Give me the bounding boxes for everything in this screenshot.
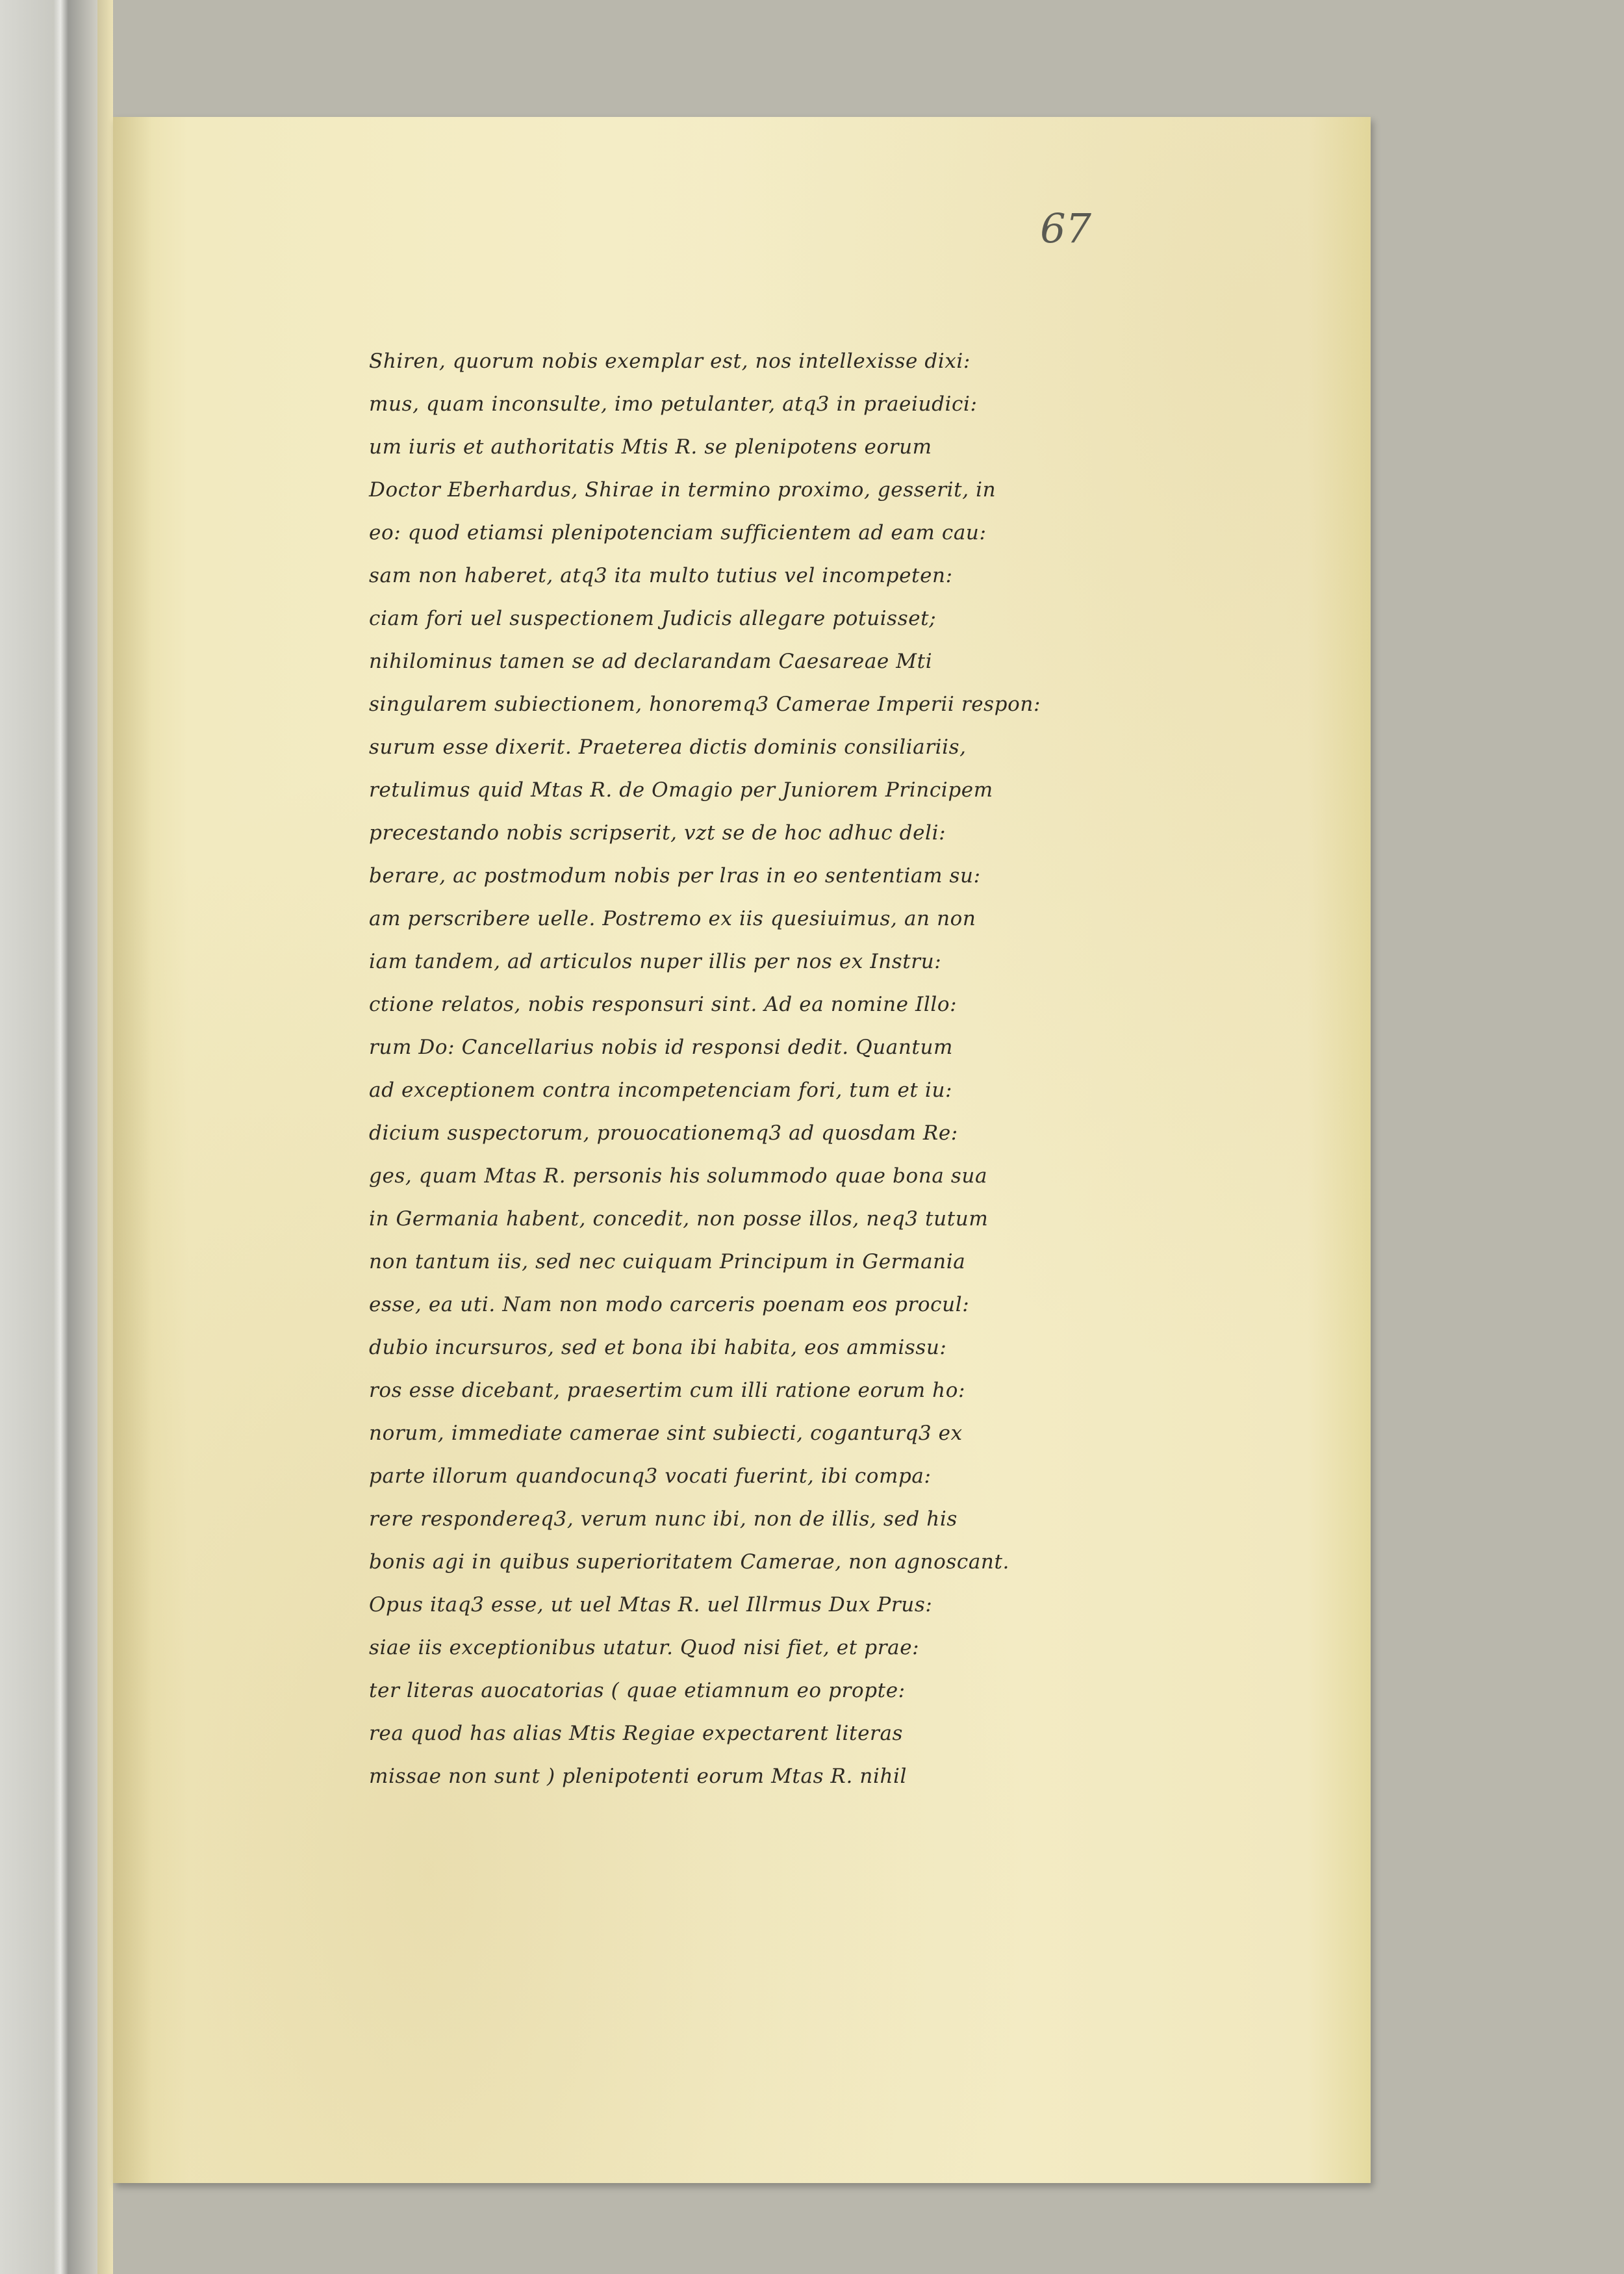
text-line: norum, immediate camerae sint subiecti, coganturq3 ex: [369, 1422, 963, 1445]
text-line: non tantum iis, sed nec cuiquam Principum in Germania: [369, 1250, 966, 1273]
text-line: rere respondereq3, verum nunc ibi, non de illis, sed his: [369, 1507, 958, 1531]
facing-page-edge: [97, 0, 113, 2274]
text-line: bonis agi in quibus superioritatem Camerae, non agnoscant.: [369, 1550, 1009, 1574]
text-line: Doctor Eberhardus, Shirae in termino proximo, gesserit, in: [369, 478, 996, 502]
text-line: iam tandem, ad articulos nuper illis per nos ex Instru:: [369, 950, 942, 973]
folio-number: 67: [1040, 205, 1091, 252]
text-line: ctione relatos, nobis responsuri sint. Ad ea nomine Illo:: [369, 993, 958, 1016]
text-line: singularem subiectionem, honoremq3 Camerae Imperii respon:: [369, 693, 1041, 716]
text-line: eo: quod etiamsi plenipotenciam sufficientem ad eam cau:: [369, 521, 987, 544]
text-line: dubio incursuros, sed et bona ibi habita, eos ammissu:: [369, 1336, 947, 1359]
text-line: rum Do: Cancellarius nobis id responsi dedit. Quantum: [369, 1036, 954, 1059]
text-line: berare, ac postmodum nobis per lras in eo sententiam su:: [369, 864, 981, 888]
text-line: surum esse dixerit. Praeterea dictis dominis consiliariis,: [369, 735, 967, 759]
text-line: ciam fori uel suspectionem Judicis allegare potuisset;: [369, 607, 937, 630]
text-line: Shiren, quorum nobis exemplar est, nos intellexisse dixi:: [369, 350, 971, 373]
text-line: missae non sunt ) plenipotenti eorum Mtas R. nihil: [369, 1765, 907, 1788]
text-line: dicium suspectorum, prouocationemq3 ad quosdam Re:: [369, 1121, 958, 1145]
text-line: in Germania habent, concedit, non posse illos, neq3 tutum: [369, 1207, 989, 1231]
text-line: ad exceptionem contra incompetenciam fori, tum et iu:: [369, 1079, 953, 1102]
gutter-shadow: [113, 117, 152, 2183]
text-line: precestando nobis scripserit, vzt se de hoc adhuc deli:: [369, 821, 946, 845]
text-line: mus, quam inconsulte, imo petulanter, atq3 in praeiudici:: [369, 392, 978, 416]
scanner-edge: [0, 0, 97, 2274]
manuscript-page: [113, 117, 1371, 2183]
text-line: sam non haberet, atq3 ita multo tutius vel incompeten:: [369, 564, 953, 587]
text-line: ros esse dicebant, praesertim cum illi ratione eorum ho:: [369, 1379, 966, 1402]
text-line: nihilominus tamen se ad declarandam Caesareae Mti: [369, 650, 933, 673]
text-line: Opus itaq3 esse, ut uel Mtas R. uel Illrmus Dux Prus:: [369, 1593, 933, 1616]
text-line: um iuris et authoritatis Mtis R. se plenipotens eorum: [369, 435, 932, 459]
text-line: ges, quam Mtas R. personis his solummodo quae bona sua: [369, 1164, 988, 1188]
text-line: am perscribere uelle. Postremo ex iis quesiuimus, an non: [369, 907, 976, 930]
text-line: ter literas auocatorias ( quae etiamnum eo propte:: [369, 1679, 906, 1702]
text-line: parte illorum quandocunq3 vocati fuerint, ibi compa:: [369, 1464, 932, 1488]
manuscript-text: [369, 340, 1304, 1798]
text-line: retulimus quid Mtas R. de Omagio per Juniorem Principem: [369, 778, 993, 802]
text-line: siae iis exceptionibus utatur. Quod nisi fiet, et prae:: [369, 1636, 920, 1659]
text-line: esse, ea uti. Nam non modo carceris poenam eos procul:: [369, 1293, 970, 1316]
text-line: rea quod has alias Mtis Regiae expectarent literas: [369, 1722, 904, 1745]
